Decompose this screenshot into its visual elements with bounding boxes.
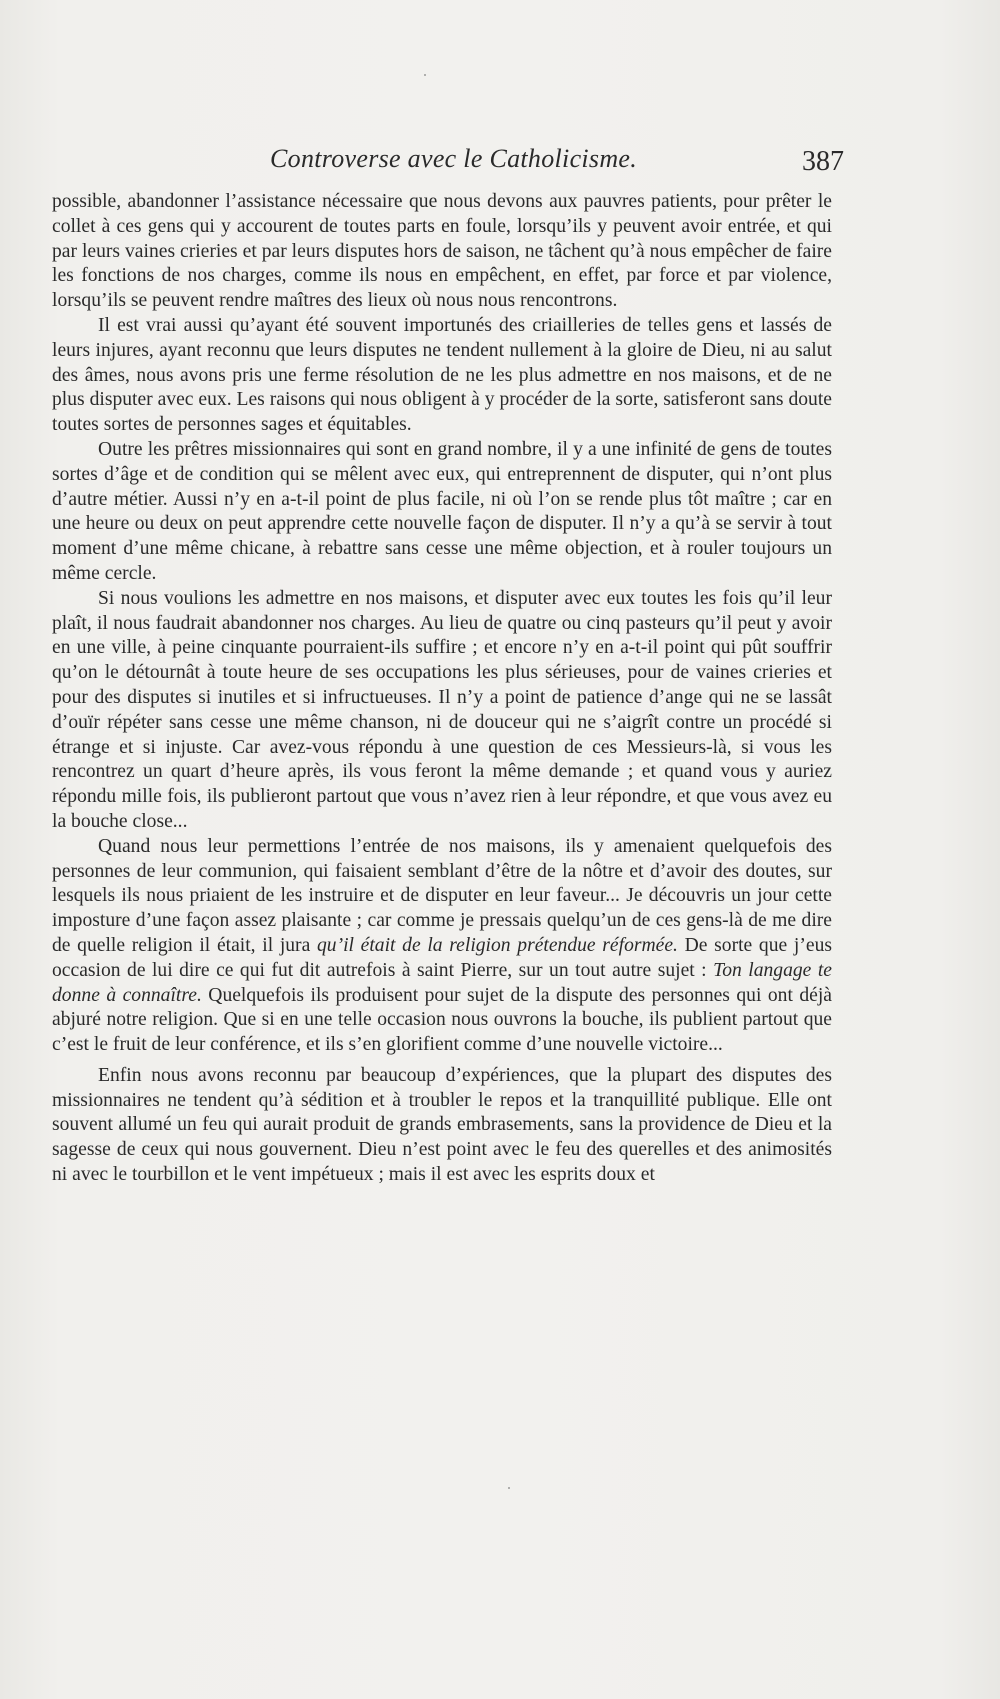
text-run: Il est vrai aussi qu’ayant été souvent importunés des criailleries de telles gens et lassés de leurs injures, ayant reconnu que leurs disputes ne tendent nullement à la gloire de Dieu, ni au salut des âmes, nous avons pris une ferme résolution de ne les plus admettre en nos maisons, et de ne plus disputer avec eux. Les raisons qui nous obligent à y procéder de la sorte, satisferont sans doute toutes sortes de personnes sages et équitables.	[52, 314, 832, 436]
page-header	[52, 138, 852, 178]
paragraph	[52, 438, 832, 587]
text-run: Enfin nous avons reconnu par beaucoup d’expériences, que la plupart des disputes des missionnaires ne tendent qu’à sédition et à troubler le repos et la tranquillité publique. Elle ont souvent allumé un feu qui aurait produit de grands embrasements, sans la providence de Dieu et la sagesse de ceux qui nous gouvernent. Dieu n’est point avec le feu des querelles et des animosités ni avec le tourbillon et le vent impétueux ; mais il est avec les esprits doux et	[52, 1064, 832, 1186]
text-run: Outre les prêtres missionnaires qui sont en grand nombre, il y a une infinité de gens de toutes sortes d’âge et de condition qui se mêlent avec eux, qui entreprennent de disputer, qui n’ont plus d’autre métier. Aussi n’y en a-t-il point de plus facile, ni où l’on se rende plus tôt maître ; car en une heure ou deux on peut apprendre cette nouvelle façon de disputer. Il n’y a qu’à se servir à tout moment d’une même chicane, à rebattre sans cesse une même objection, et à rouler toujours un même cercle.	[52, 438, 832, 584]
text-run: Quelquefois ils produisent pour sujet de la dispute des personnes qui ont déjà abjuré notre religion. Que si en une telle occasion nous ouvrons la bouche, ils publient partout que c’est le fruit de leur conférence, et ils s’en glorifient comme d’une nouvelle victoire...	[52, 984, 832, 1056]
text-run: Quand nous leur permettions l’entrée de nos maisons, ils y amenaient quelquefois des personnes de leur communion, qui faisaient semblant d’être de la nôtre et d’avoir des doutes, sur lesquels ils nous priaient de les instruire et de disputer en leur faveur... Je découvris un jour cette imposture d’une façon assez plaisante ; car comme je pressais quelqu’un de ces gens-là de me dire de quelle religion il était, il jura	[52, 835, 832, 956]
paragraph	[52, 314, 832, 438]
text-run: De sorte que j’eus occasion de lui dire ce qui fut dit autrefois à saint Pierre, sur un tout autre sujet :	[52, 934, 832, 981]
text-run: possible, abandonner l’assistance nécessaire que nous devons aux pauvres patients, pour prêter le collet à ces gens qui y accourent de toutes parts en foule, lorsqu’ils y peuvent avoir entrée, et qui par leurs vaines crieries et par leurs disputes hors de saison, ne tâchent qu’à nous empêcher de faire les fonctions de nos charges, comme ils nous en empêchent, en effet, par force et par violence, lorsqu’ils se peuvent rendre maîtres des lieux où nous nous rencontrons.	[52, 191, 832, 312]
paragraph	[52, 835, 832, 1058]
italic-quote: qu’il était de la religion prétendue réformée.	[316, 934, 678, 956]
page-number: 387	[802, 146, 844, 177]
paragraph	[52, 1064, 832, 1188]
body-text	[52, 190, 832, 1188]
italic-quote: Ton langage te donne à connaître.	[52, 959, 832, 1006]
paragraph	[52, 190, 832, 314]
running-title: Controverse avec le Catholicisme.	[270, 144, 638, 173]
paragraph	[52, 587, 832, 835]
text-run: Si nous voulions les admettre en nos maisons, et disputer avec eux toutes les fois qu’il leur plaît, il nous faudrait abandonner nos charges. Au lieu de quatre ou cinq pasteurs qu’il peut y avoir en une ville, à peine cinquante pourraient-ils suffire ; et encore n’y en a-t-il point qui pût souffrir qu’on le détournât à toute heure de ses occupations les plus sérieuses, pour de vaines crieries et pour des disputes si inutiles et si infructueuses. Il n’y a point de patience d’ange qui ne se lassât d’ouïr répéter sans cesse une même chanson, ni de douceur qui ne s’aigrît contre un procédé si étrange et si injuste. Car avez-vous répondu à une question de ces Messieurs-là, si vous les rencontrez un quart d’heure après, ils vous feront la même demande ; et quand vous y auriez répondu mille fois, ils publieront partout que vous n’avez rien à leur répondre, et que vous avez eu la bouche close...	[52, 587, 832, 832]
paper-speck	[424, 74, 426, 76]
paper-speck	[508, 1487, 510, 1489]
